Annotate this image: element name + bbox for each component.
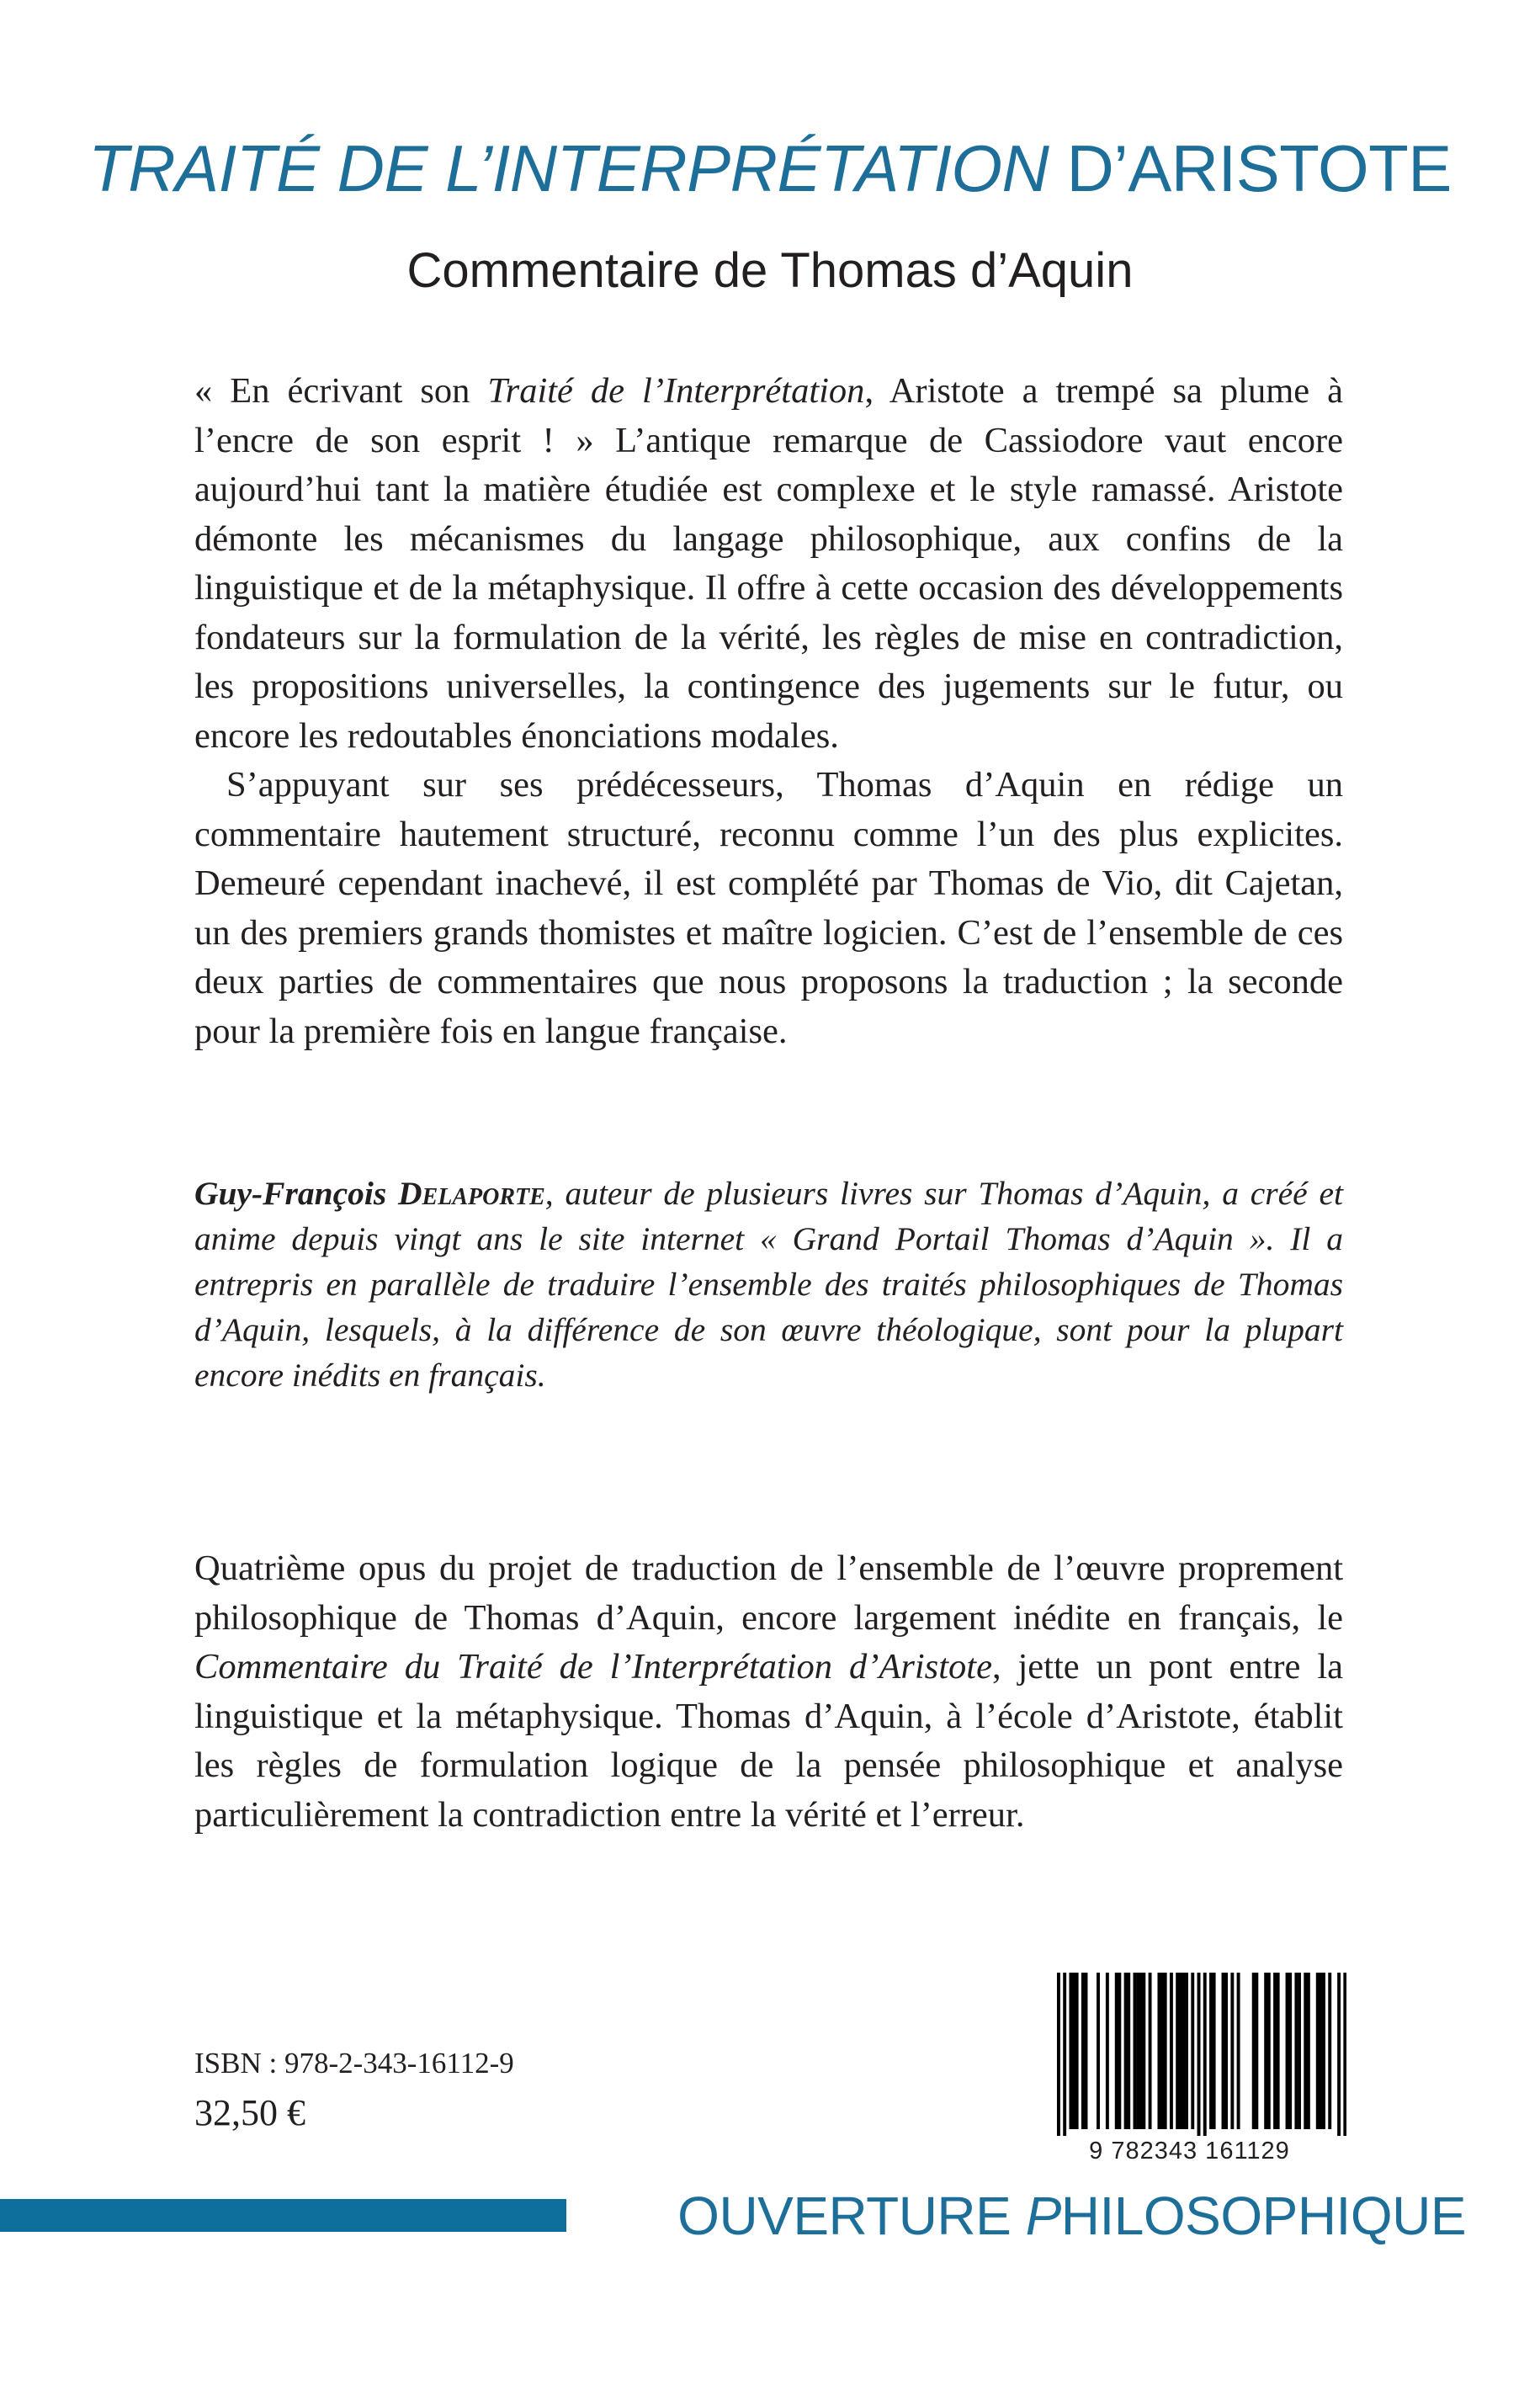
barcode-bar: [1097, 1973, 1100, 2129]
author-first-name: Guy-François: [194, 1175, 399, 1212]
barcode-bar: [1127, 1973, 1130, 2129]
barcode-bar: [1288, 1973, 1292, 2129]
barcode-bar: [1328, 1973, 1331, 2129]
barcode-bar: [1252, 1973, 1256, 2129]
barcode-bar: [1081, 1973, 1085, 2129]
barcode-bar: [1273, 1973, 1277, 2129]
barcode-bar: [1222, 1973, 1225, 2129]
barcode-digits: 9 782343 161129: [1033, 2136, 1346, 2166]
barcode-bar: [1286, 1973, 1289, 2129]
barcode-bar: [1142, 1973, 1145, 2129]
barcode-bar: [1213, 1973, 1216, 2129]
barcode-bar: [1304, 1973, 1307, 2129]
barcode-bar: [1203, 1973, 1207, 2138]
barcode-bar: [1337, 1973, 1341, 2138]
barcode-bar: [1255, 1973, 1258, 2129]
barcode-bar: [1185, 1973, 1188, 2129]
barcode-bar: [1134, 1973, 1137, 2129]
barcode-bar: [1237, 1973, 1240, 2129]
blurb-paragraph-1: « En écrivant son Traité de l’Interprétation, Aristote a trempé sa plume à l’encre de son esprit ! » L’antique remarque de Cassiodore vaut encore aujourd’hui tant la matière étudiée est complexe et le style ramassé. Aristote démonte les mécanismes du langage philosophique, aux confins de la linguistique et de la métaphysique. Il offre à cette occasion des développements fondateurs sur la formulation de la vérité, les règles de mise en contradiction, les propositions universelles, la contingence des jugements sur le futur, ou encore les redoutables énonciations modales.: [194, 371, 1343, 756]
barcode-bar: [1176, 1973, 1179, 2129]
barcode-bar: [1157, 1973, 1160, 2129]
barcode-bar: [1149, 1973, 1152, 2129]
barcode-bar: [1182, 1973, 1185, 2129]
barcode-bar: [1179, 1973, 1182, 2129]
barcode-bar: [1106, 1973, 1109, 2129]
author-bio-paragraph: Guy-François Delaporte, auteur de plusieurs livres sur Thomas d’Aquin, a créé et anime depuis vingt ans le site internet « Grand Portail Thomas d’Aquin ». Il a entrepris en parallèle de traduire l’ensemble des traités philosophiques de Thomas d’Aquin, lesquels, à la différence de son œuvre théologique, sont pour la plupart encore inédits en français.: [194, 1175, 1343, 1394]
blurb-main: [194, 367, 1343, 1056]
barcode-bar: [1160, 1973, 1164, 2129]
barcode-bar: [1139, 1973, 1143, 2129]
barcode-bar: [1277, 1973, 1280, 2129]
work-title-italic: Traité de l’Interprétation: [487, 371, 865, 411]
blurb-paragraph-2: S’appuyant sur ses prédécesseurs, Thomas d’Aquin en rédige un commentaire hautement structuré, reconnu comme l’un des plus explicites. Demeuré cependant inachevé, il est complété par Thomas de Vio, dit Cajetan, un des premiers grands thomistes et maître logicien. C’est de l’ensemble de ces deux parties de commentaires que nous proposons la traduction ; la seconde pour la première fois en langue française.: [194, 765, 1343, 1051]
title-italic-part: TRAITÉ DE L’INTERPRÉTATION: [88, 131, 1049, 205]
price: 32,50 €: [194, 2092, 305, 2133]
barcode-bar: [1294, 1973, 1298, 2129]
blurb-series: [194, 1544, 1343, 1840]
barcode-bar: [1072, 1973, 1075, 2129]
barcode-bar: [1164, 1973, 1167, 2129]
isbn: ISBN : 978-2-343-16112-9: [194, 2047, 514, 2080]
author-last-name: Delaporte: [398, 1175, 545, 1212]
barcode-bar: [1298, 1973, 1301, 2129]
commentary-title-italic: Commentaire du Traité de l’Interprétation d’Aristote: [194, 1647, 992, 1686]
barcode-bar: [1136, 1973, 1139, 2129]
barcode-bar: [1069, 1973, 1072, 2129]
barcode-bar: [1191, 1973, 1194, 2129]
collection-bar: [0, 2199, 566, 2232]
barcode-bar: [1267, 1973, 1271, 2129]
barcode-bar: [1197, 1973, 1201, 2138]
barcode-bar: [1264, 1973, 1267, 2129]
barcode-bar: [1209, 1973, 1213, 2129]
author-bio: [194, 1171, 1343, 1398]
barcode-bar: [1322, 1973, 1325, 2129]
collection-name: OUVERTURE PHILOSOPHIQUE: [677, 2186, 1466, 2246]
barcode-bar: [1063, 1973, 1066, 2138]
barcode-bar: [1085, 1973, 1088, 2129]
barcode-bar: [1170, 1973, 1173, 2129]
barcode-bar: [1307, 1973, 1310, 2129]
barcode-bar: [1124, 1973, 1128, 2129]
book-title: [0, 128, 1540, 209]
barcode-bar: [1230, 1973, 1234, 2129]
barcode-bar: [1115, 1973, 1118, 2129]
book-subtitle: Commentaire de Thomas d’Aquin: [406, 243, 1134, 298]
barcode-bar: [1075, 1973, 1079, 2129]
barcode-bar: [1316, 1973, 1320, 2129]
barcode-bar: [1224, 1973, 1228, 2129]
title-roman-part: D’ARISTOTE: [1049, 131, 1452, 205]
barcode-bar: [1057, 1973, 1060, 2138]
barcode-bar: [1343, 1973, 1346, 2138]
barcode-bar: [1118, 1973, 1121, 2129]
blurb-paragraph-3: Quatrième opus du projet de traduction de l’ensemble de l’œuvre proprement philosophique de Thomas d’Aquin, encore largement inédite en français, le Commentaire du Traité de l’Interprétation d’Aristote, jette un pont entre la linguistique et la métaphysique. Thomas d’Aquin, à l’école d’Aristote, établit les règles de formulation logique de la pensée philosophique et analyse particulièrement la contradiction entre la vérité et l’erreur.: [194, 1548, 1343, 1835]
barcode-bar: [1319, 1973, 1322, 2129]
barcode-bars: [1033, 1973, 1346, 2138]
